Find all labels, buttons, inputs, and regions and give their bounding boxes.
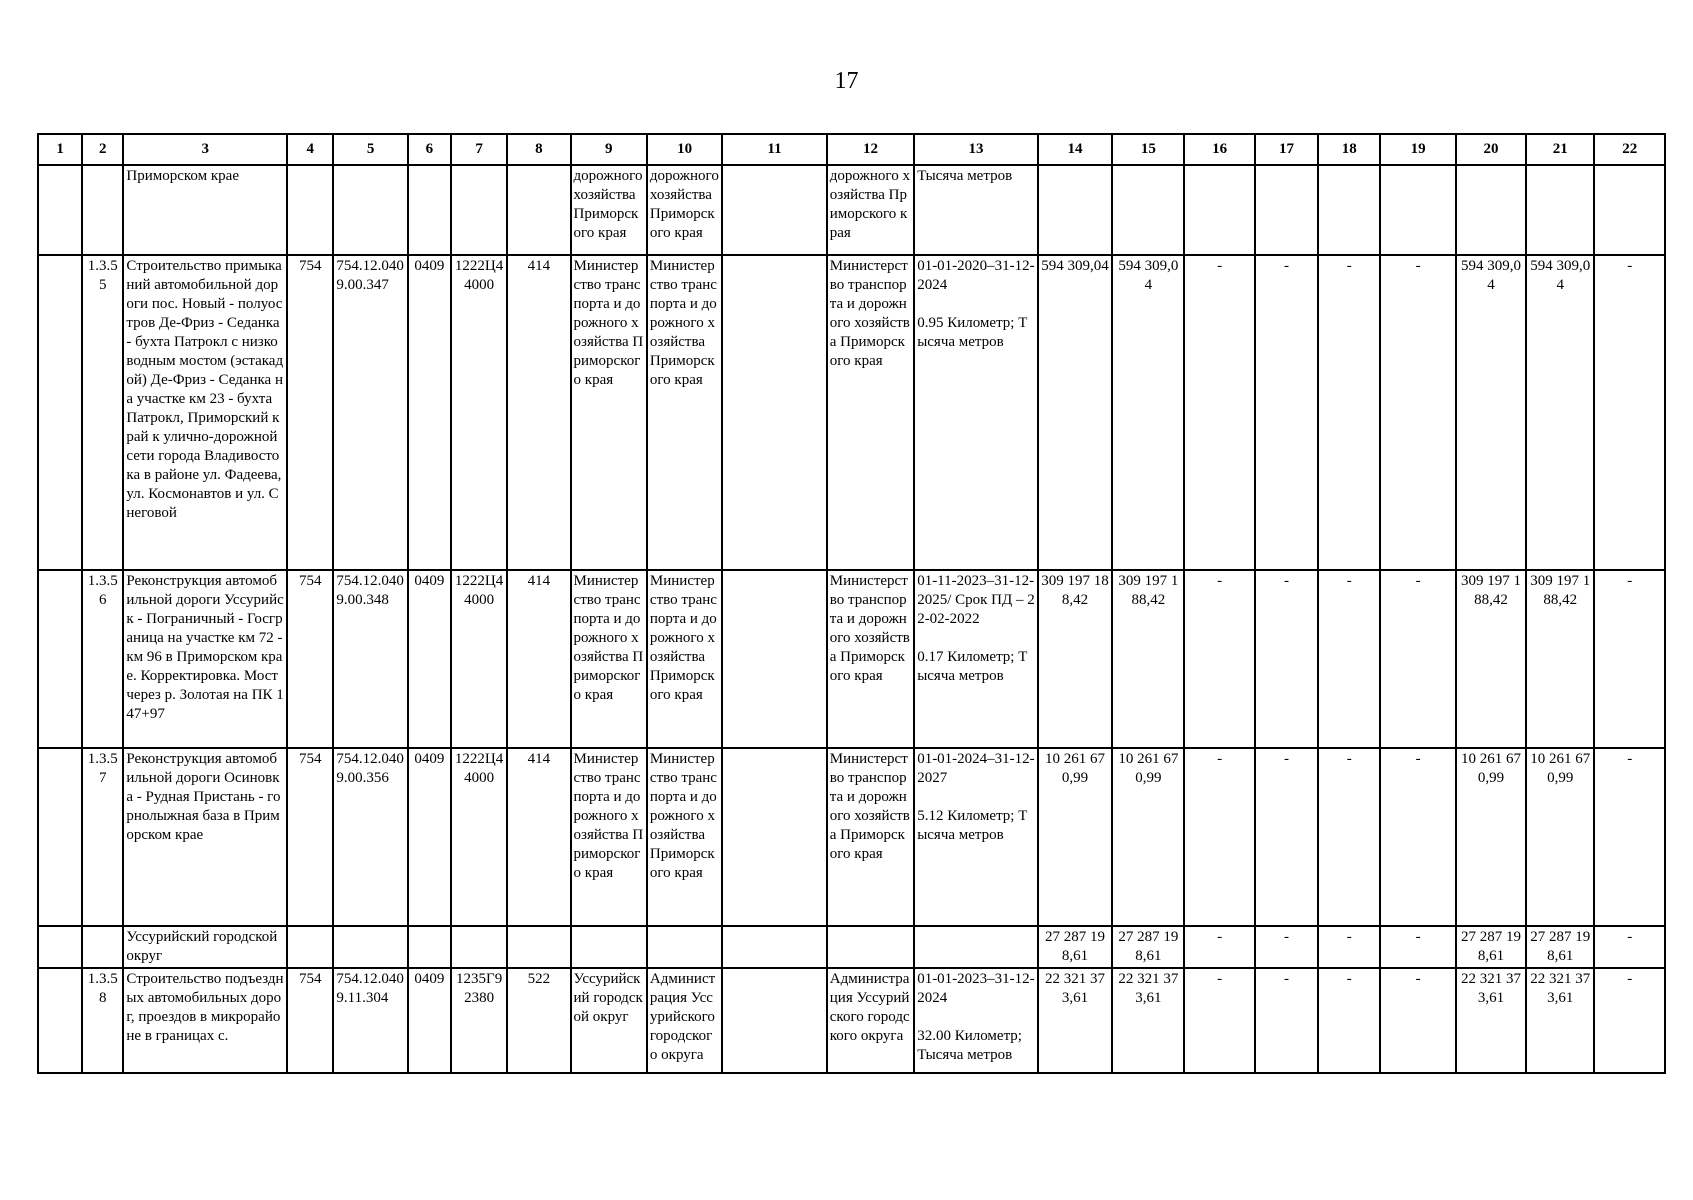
header-cell-col-11: 11 — [722, 134, 827, 165]
header-cell-col-14: 14 — [1038, 134, 1112, 165]
table-row — [38, 165, 1665, 255]
header-cell-col-16: 16 — [1184, 134, 1254, 165]
header-cell-col-5: 5 — [333, 134, 407, 165]
cell-col-6 — [408, 926, 451, 968]
cell-col-22: - — [1594, 255, 1665, 570]
cell-col-14: 594 309,04 — [1038, 255, 1112, 570]
cell-col-8: 522 — [507, 968, 570, 1073]
cell-col-14 — [1038, 165, 1112, 255]
cell-col-13: 01-11-2023–31-12-2025/ Срок ПД – 22-02-2022 0.17 Километр; Тысяча метров — [914, 570, 1038, 748]
header-cell-col-15: 15 — [1112, 134, 1184, 165]
header-cell-col-3: 3 — [123, 134, 287, 165]
cell-col-16: - — [1184, 748, 1254, 926]
cell-col-10: Министерство транспорта и дорожного хозяйства Приморского края — [647, 748, 722, 926]
cell-col-2: 1.3.55 — [82, 255, 123, 570]
cell-col-2: 1.3.57 — [82, 748, 123, 926]
cell-col-9: Министерство транспорта и дорожного хозяйства Приморского края — [571, 748, 647, 926]
cell-col-18: - — [1318, 570, 1380, 748]
cell-col-9: Министерство транспорта и дорожного хозяйства Приморского края — [571, 570, 647, 748]
cell-col-9: дорожного хозяйства Приморского края — [571, 165, 647, 255]
cell-col-16: - — [1184, 968, 1254, 1073]
cell-col-3: Приморском крае — [123, 165, 287, 255]
cell-col-1 — [38, 926, 82, 968]
cell-col-9: Министерство транспорта и дорожного хозяйства Приморского края — [571, 255, 647, 570]
cell-col-9: Уссурийский городской округ — [571, 968, 647, 1073]
cell-col-3: Уссурийский городской округ — [123, 926, 287, 968]
cell-col-17 — [1255, 165, 1318, 255]
cell-col-19: - — [1380, 968, 1455, 1073]
header-cell-col-6: 6 — [408, 134, 451, 165]
cell-col-4: 754 — [287, 255, 333, 570]
header-cell-col-9: 9 — [571, 134, 647, 165]
header-cell-col-12: 12 — [827, 134, 914, 165]
cell-col-6: 0409 — [408, 570, 451, 748]
header-cell-col-7: 7 — [451, 134, 507, 165]
cell-col-11 — [722, 570, 827, 748]
cell-col-5: 754.12.0409.11.304 — [333, 968, 407, 1073]
cell-col-19: - — [1380, 926, 1455, 968]
cell-col-10: Администрация Уссурийского городского округа — [647, 968, 722, 1073]
table-row — [38, 570, 1665, 748]
cell-col-2 — [82, 165, 123, 255]
header-cell-col-10: 10 — [647, 134, 722, 165]
cell-col-1 — [38, 748, 82, 926]
cell-col-1 — [38, 165, 82, 255]
cell-col-15: 309 197 188,42 — [1112, 570, 1184, 748]
cell-col-14: 309 197 188,42 — [1038, 570, 1112, 748]
cell-col-15: 27 287 198,61 — [1112, 926, 1184, 968]
cell-col-11 — [722, 255, 827, 570]
table-row — [38, 926, 1665, 968]
cell-col-10: Министерство транспорта и дорожного хозяйства Приморского края — [647, 255, 722, 570]
cell-col-15: 22 321 373,61 — [1112, 968, 1184, 1073]
cell-col-1 — [38, 968, 82, 1073]
cell-col-20: 22 321 373,61 — [1456, 968, 1526, 1073]
cell-col-7: 1222Ц44000 — [451, 570, 507, 748]
cell-col-5: 754.12.0409.00.356 — [333, 748, 407, 926]
cell-col-16 — [1184, 165, 1254, 255]
cell-col-8: 414 — [507, 570, 570, 748]
budget-table — [37, 133, 1666, 1074]
cell-col-9 — [571, 926, 647, 968]
cell-col-20: 27 287 198,61 — [1456, 926, 1526, 968]
table-row — [38, 748, 1665, 926]
header-cell-col-17: 17 — [1255, 134, 1318, 165]
cell-col-18: - — [1318, 748, 1380, 926]
cell-col-18: - — [1318, 926, 1380, 968]
cell-col-6: 0409 — [408, 968, 451, 1073]
cell-col-7: 1222Ц44000 — [451, 255, 507, 570]
cell-col-3: Реконструкция автомобильной дороги Уссурийск - Пограничный - Госграница на участке км 72 - км 96 в Приморском крае. Корректировка. Мост через р. Золотая на ПК 147+97 — [123, 570, 287, 748]
cell-col-13: 01-01-2024–31-12-2027 5.12 Километр; Тысяча метров — [914, 748, 1038, 926]
cell-col-11 — [722, 165, 827, 255]
cell-col-10: Министерство транспорта и дорожного хозяйства Приморского края — [647, 570, 722, 748]
cell-col-20: 594 309,04 — [1456, 255, 1526, 570]
cell-col-21: 27 287 198,61 — [1526, 926, 1594, 968]
cell-col-2: 1.3.58 — [82, 968, 123, 1073]
cell-col-5 — [333, 165, 407, 255]
cell-col-17: - — [1255, 926, 1318, 968]
cell-col-8 — [507, 165, 570, 255]
cell-col-3: Реконструкция автомобильной дороги Осиновка - Рудная Пристань - горнолыжная база в Приморском крае — [123, 748, 287, 926]
cell-col-6 — [408, 165, 451, 255]
cell-col-13: 01-01-2023–31-12-2024 32.00 Километр; Тысяча метров — [914, 968, 1038, 1073]
cell-col-11 — [722, 926, 827, 968]
cell-col-19: - — [1380, 748, 1455, 926]
cell-col-20: 10 261 670,99 — [1456, 748, 1526, 926]
cell-col-10 — [647, 926, 722, 968]
cell-col-21 — [1526, 165, 1594, 255]
cell-col-4 — [287, 165, 333, 255]
header-cell-col-2: 2 — [82, 134, 123, 165]
cell-col-14: 27 287 198,61 — [1038, 926, 1112, 968]
cell-col-7: 1222Ц44000 — [451, 748, 507, 926]
header-cell-col-13: 13 — [914, 134, 1038, 165]
cell-col-2: 1.3.56 — [82, 570, 123, 748]
cell-col-18: - — [1318, 968, 1380, 1073]
cell-col-4 — [287, 926, 333, 968]
cell-col-21: 10 261 670,99 — [1526, 748, 1594, 926]
cell-col-7 — [451, 165, 507, 255]
cell-col-4: 754 — [287, 748, 333, 926]
header-cell-col-8: 8 — [507, 134, 570, 165]
cell-col-14: 10 261 670,99 — [1038, 748, 1112, 926]
cell-col-1 — [38, 570, 82, 748]
cell-col-17: - — [1255, 748, 1318, 926]
header-cell-col-19: 19 — [1380, 134, 1455, 165]
cell-col-21: 594 309,04 — [1526, 255, 1594, 570]
cell-col-17: - — [1255, 255, 1318, 570]
cell-col-18: - — [1318, 255, 1380, 570]
table-row — [38, 255, 1665, 570]
cell-col-7: 1235Г92380 — [451, 968, 507, 1073]
cell-col-2 — [82, 926, 123, 968]
header-cell-col-22: 22 — [1594, 134, 1665, 165]
cell-col-10: дорожного хозяйства Приморского края — [647, 165, 722, 255]
cell-col-18 — [1318, 165, 1380, 255]
cell-col-11 — [722, 968, 827, 1073]
cell-col-5 — [333, 926, 407, 968]
cell-col-16: - — [1184, 570, 1254, 748]
table-row — [38, 968, 1665, 1073]
cell-col-15 — [1112, 165, 1184, 255]
cell-col-13: Тысяча метров — [914, 165, 1038, 255]
cell-col-1 — [38, 255, 82, 570]
table-header-row — [38, 134, 1665, 165]
cell-col-22: - — [1594, 748, 1665, 926]
header-cell-col-1: 1 — [38, 134, 82, 165]
cell-col-13: 01-01-2020–31-12-2024 0.95 Километр; Тысяча метров — [914, 255, 1038, 570]
cell-col-22: - — [1594, 570, 1665, 748]
cell-col-20 — [1456, 165, 1526, 255]
cell-col-11 — [722, 748, 827, 926]
cell-col-14: 22 321 373,61 — [1038, 968, 1112, 1073]
cell-col-4: 754 — [287, 968, 333, 1073]
cell-col-6: 0409 — [408, 748, 451, 926]
cell-col-5: 754.12.0409.00.348 — [333, 570, 407, 748]
header-cell-col-21: 21 — [1526, 134, 1594, 165]
cell-col-22: - — [1594, 968, 1665, 1073]
cell-col-6: 0409 — [408, 255, 451, 570]
header-cell-col-4: 4 — [287, 134, 333, 165]
cell-col-12: дорожного хозяйства Приморского края — [827, 165, 914, 255]
cell-col-12: Министерство транспорта и дорожного хозяйства Приморского края — [827, 570, 914, 748]
cell-col-12: Администрация Уссурийского городского округа — [827, 968, 914, 1073]
cell-col-3: Строительство примыканий автомобильной дороги пос. Новый - полуостров Де-Фриз - Седанка - бухта Патрокл с низководным мостом (эстакадой) Де-Фриз - Седанка на участке км 23 - бухта Патрокл, Приморский край к улично-дорожной сети города Владивостока в районе ул. Фадеева, ул. Космонавтов и ул. Снеговой — [123, 255, 287, 570]
header-cell-col-18: 18 — [1318, 134, 1380, 165]
cell-col-12: Министерство транспорта и дорожного хозяйства Приморского края — [827, 748, 914, 926]
cell-col-8: 414 — [507, 748, 570, 926]
cell-col-8 — [507, 926, 570, 968]
cell-col-19: - — [1380, 570, 1455, 748]
cell-col-19: - — [1380, 255, 1455, 570]
cell-col-5: 754.12.0409.00.347 — [333, 255, 407, 570]
header-cell-col-20: 20 — [1456, 134, 1526, 165]
cell-col-12: Министерство транспорта и дорожного хозяйства Приморского края — [827, 255, 914, 570]
page-number: 17 — [834, 68, 859, 94]
cell-col-17: - — [1255, 968, 1318, 1073]
cell-col-22: - — [1594, 926, 1665, 968]
cell-col-12 — [827, 926, 914, 968]
cell-col-13 — [914, 926, 1038, 968]
cell-col-7 — [451, 926, 507, 968]
cell-col-19 — [1380, 165, 1455, 255]
cell-col-16: - — [1184, 255, 1254, 570]
cell-col-16: - — [1184, 926, 1254, 968]
cell-col-22 — [1594, 165, 1665, 255]
cell-col-17: - — [1255, 570, 1318, 748]
cell-col-21: 22 321 373,61 — [1526, 968, 1594, 1073]
cell-col-15: 594 309,04 — [1112, 255, 1184, 570]
cell-col-4: 754 — [287, 570, 333, 748]
cell-col-21: 309 197 188,42 — [1526, 570, 1594, 748]
cell-col-15: 10 261 670,99 — [1112, 748, 1184, 926]
cell-col-3: Строительство подъездных автомобильных дорог, проездов в микрорайоне в границах с. — [123, 968, 287, 1073]
cell-col-8: 414 — [507, 255, 570, 570]
cell-col-20: 309 197 188,42 — [1456, 570, 1526, 748]
